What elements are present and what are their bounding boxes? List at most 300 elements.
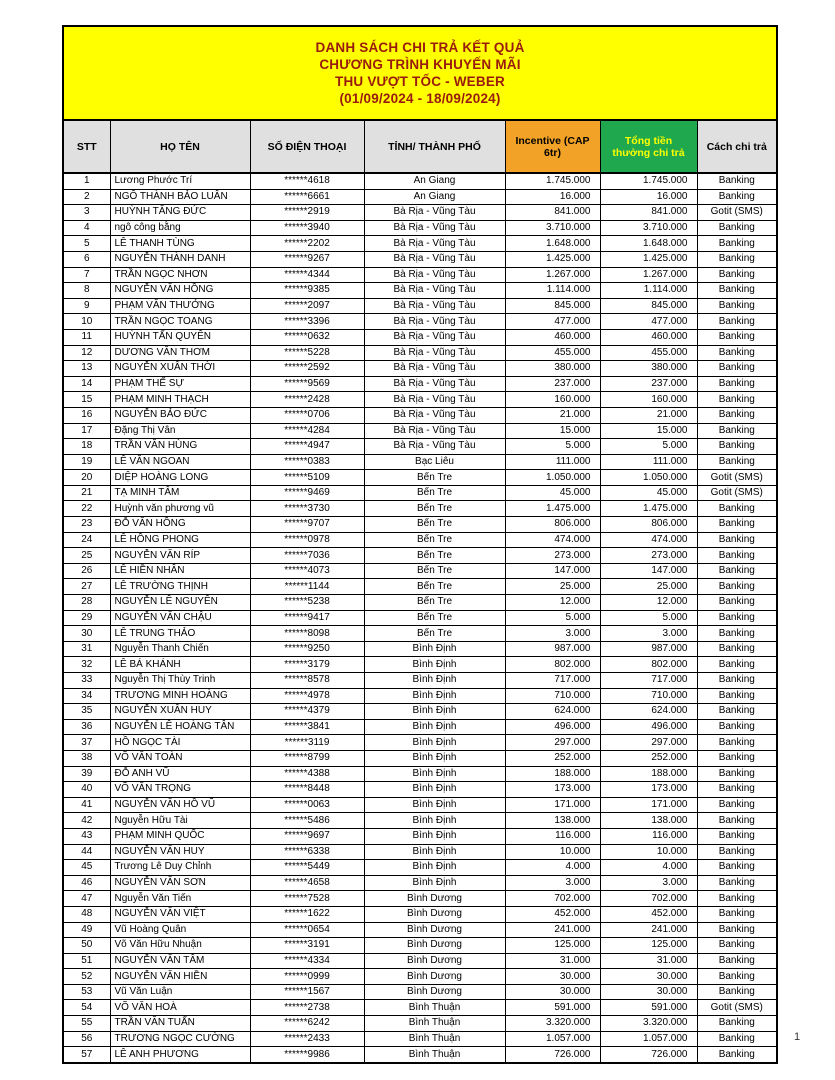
cell-incentive: 15.000: [505, 423, 600, 439]
cell-name: LÊ BÁ KHÁNH: [110, 657, 250, 673]
cell-province: Bình Định: [364, 875, 505, 891]
cell-name: NGUYỄN VĂN HỒNG: [110, 283, 250, 299]
cell-total: 21.000: [600, 407, 697, 423]
cell-province: Bình Định: [364, 657, 505, 673]
cell-name: NGUYỄN THÀNH DANH: [110, 251, 250, 267]
cell-stt: 28: [63, 595, 110, 611]
cell-total: 297.000: [600, 735, 697, 751]
cell-phone: ******7528: [250, 891, 364, 907]
cell-total: 5.000: [600, 610, 697, 626]
cell-total: 241.000: [600, 922, 697, 938]
cell-incentive: 380.000: [505, 361, 600, 377]
cell-stt: 4: [63, 220, 110, 236]
cell-method: Banking: [697, 329, 777, 345]
cell-method: Banking: [697, 236, 777, 252]
table-row: [63, 922, 777, 938]
cell-name: TẠ MINH TÂM: [110, 485, 250, 501]
cell-method: Banking: [697, 953, 777, 969]
cell-method: Banking: [697, 641, 777, 657]
cell-phone: ******5486: [250, 813, 364, 829]
cell-total: 173.000: [600, 782, 697, 798]
cell-method: Gotit (SMS): [697, 1000, 777, 1016]
cell-province: Bình Định: [364, 813, 505, 829]
cell-incentive: 717.000: [505, 673, 600, 689]
cell-name: Nguyễn Thanh Chiến: [110, 641, 250, 657]
table-row: [63, 844, 777, 860]
table-row: [63, 610, 777, 626]
cell-province: Bà Rịa - Vũng Tàu: [364, 267, 505, 283]
cell-phone: ******4978: [250, 688, 364, 704]
cell-incentive: 31.000: [505, 953, 600, 969]
cell-stt: 6: [63, 251, 110, 267]
cell-method: Banking: [697, 283, 777, 299]
cell-phone: ******5238: [250, 595, 364, 611]
cell-method: Banking: [697, 407, 777, 423]
cell-province: Bình Định: [364, 766, 505, 782]
cell-method: Banking: [697, 828, 777, 844]
table-row: [63, 797, 777, 813]
table-row: [63, 641, 777, 657]
cell-method: Gotit (SMS): [697, 470, 777, 486]
cell-province: Bình Định: [364, 641, 505, 657]
cell-name: NGUYỄN XUÂN HUY: [110, 704, 250, 720]
cell-province: Bà Rịa - Vũng Tàu: [364, 314, 505, 330]
report-title: [63, 26, 777, 120]
cell-stt: 46: [63, 875, 110, 891]
cell-incentive: 160.000: [505, 392, 600, 408]
cell-phone: ******8578: [250, 673, 364, 689]
cell-province: Bình Dương: [364, 938, 505, 954]
table-row: [63, 906, 777, 922]
cell-total: 147.000: [600, 563, 697, 579]
cell-method: Banking: [697, 719, 777, 735]
cell-total: 111.000: [600, 454, 697, 470]
table-row: [63, 485, 777, 501]
cell-province: Bến Tre: [364, 563, 505, 579]
cell-method: Banking: [697, 891, 777, 907]
cell-stt: 18: [63, 439, 110, 455]
column-header-name: HỌ TÊN: [110, 120, 250, 173]
cell-incentive: 1.475.000: [505, 501, 600, 517]
cell-phone: ******0978: [250, 532, 364, 548]
cell-province: Bình Định: [364, 782, 505, 798]
cell-incentive: 241.000: [505, 922, 600, 938]
cell-incentive: 12.000: [505, 595, 600, 611]
cell-total: 116.000: [600, 828, 697, 844]
cell-name: LÊ VĂN NGOAN: [110, 454, 250, 470]
cell-total: 380.000: [600, 361, 697, 377]
cell-method: Gotit (SMS): [697, 205, 777, 221]
cell-phone: ******4344: [250, 267, 364, 283]
cell-total: 3.000: [600, 626, 697, 642]
cell-stt: 11: [63, 329, 110, 345]
cell-phone: ******3841: [250, 719, 364, 735]
cell-name: NGÔ THÀNH BẢO LUÂN: [110, 189, 250, 205]
cell-incentive: 452.000: [505, 906, 600, 922]
table-row: [63, 1016, 777, 1032]
cell-name: NGUYỄN VĂN CHẬU: [110, 610, 250, 626]
cell-total: 138.000: [600, 813, 697, 829]
cell-phone: ******4658: [250, 875, 364, 891]
cell-stt: 15: [63, 392, 110, 408]
cell-phone: ******1567: [250, 984, 364, 1000]
cell-stt: 40: [63, 782, 110, 798]
cell-stt: 48: [63, 906, 110, 922]
cell-incentive: 802.000: [505, 657, 600, 673]
cell-stt: 35: [63, 704, 110, 720]
cell-incentive: 726.000: [505, 1047, 600, 1063]
cell-province: Bà Rịa - Vũng Tàu: [364, 236, 505, 252]
cell-province: Bến Tre: [364, 579, 505, 595]
cell-name: LÊ HỒNG PHONG: [110, 532, 250, 548]
cell-phone: ******2738: [250, 1000, 364, 1016]
cell-total: 710.000: [600, 688, 697, 704]
cell-total: 841.000: [600, 205, 697, 221]
column-header-incentive: Incentive (CAP 6tr): [505, 120, 600, 173]
cell-stt: 33: [63, 673, 110, 689]
cell-stt: 20: [63, 470, 110, 486]
payout-table: [62, 25, 778, 1064]
cell-province: An Giang: [364, 189, 505, 205]
cell-phone: ******8799: [250, 750, 364, 766]
cell-province: Bà Rịa - Vũng Tàu: [364, 298, 505, 314]
table-row: [63, 688, 777, 704]
cell-province: Bà Rịa - Vũng Tàu: [364, 329, 505, 345]
cell-phone: ******2097: [250, 298, 364, 314]
cell-stt: 39: [63, 766, 110, 782]
cell-total: 4.000: [600, 860, 697, 876]
cell-stt: 32: [63, 657, 110, 673]
cell-stt: 36: [63, 719, 110, 735]
cell-name: VÕ VĂN HOÀ: [110, 1000, 250, 1016]
cell-method: Banking: [697, 906, 777, 922]
cell-name: HỒ NGỌC TÀI: [110, 735, 250, 751]
cell-province: Bình Dương: [364, 891, 505, 907]
cell-total: 171.000: [600, 797, 697, 813]
cell-phone: ******4284: [250, 423, 364, 439]
cell-name: LÊ THANH TÙNG: [110, 236, 250, 252]
cell-phone: ******2202: [250, 236, 364, 252]
cell-province: Bình Thuận: [364, 1047, 505, 1063]
cell-stt: 53: [63, 984, 110, 1000]
cell-name: PHẠM MINH THẠCH: [110, 392, 250, 408]
cell-total: 726.000: [600, 1047, 697, 1063]
cell-province: Bình Dương: [364, 906, 505, 922]
cell-province: Bến Tre: [364, 501, 505, 517]
cell-stt: 56: [63, 1031, 110, 1047]
cell-phone: ******2433: [250, 1031, 364, 1047]
cell-method: Banking: [697, 875, 777, 891]
cell-incentive: 237.000: [505, 376, 600, 392]
cell-stt: 27: [63, 579, 110, 595]
cell-method: Banking: [697, 563, 777, 579]
cell-phone: ******5228: [250, 345, 364, 361]
cell-method: Banking: [697, 688, 777, 704]
cell-stt: 8: [63, 283, 110, 299]
cell-stt: 22: [63, 501, 110, 517]
cell-name: Nguyễn Thị Thùy Trinh: [110, 673, 250, 689]
cell-stt: 29: [63, 610, 110, 626]
cell-name: VÕ VĂN TRỌNG: [110, 782, 250, 798]
table-row: [63, 470, 777, 486]
table-row: [63, 298, 777, 314]
cell-method: Banking: [697, 579, 777, 595]
table-row: [63, 454, 777, 470]
cell-method: Banking: [697, 345, 777, 361]
cell-incentive: 5.000: [505, 610, 600, 626]
cell-province: Bến Tre: [364, 517, 505, 533]
cell-phone: ******2919: [250, 205, 364, 221]
cell-total: 252.000: [600, 750, 697, 766]
cell-incentive: 1.648.000: [505, 236, 600, 252]
cell-phone: ******4379: [250, 704, 364, 720]
cell-stt: 31: [63, 641, 110, 657]
report-title-line: THU VƯỢT TỐC - WEBER: [335, 74, 505, 89]
column-header-stt: STT: [63, 120, 110, 173]
cell-total: 624.000: [600, 704, 697, 720]
cell-incentive: 273.000: [505, 548, 600, 564]
cell-province: Bà Rịa - Vũng Tàu: [364, 407, 505, 423]
table-row: [63, 1047, 777, 1063]
cell-phone: ******4618: [250, 173, 364, 189]
report-title-line: DANH SÁCH CHI TRẢ KẾT QUẢ: [315, 40, 525, 55]
cell-name: NGUYỄN BẢO ĐỨC: [110, 407, 250, 423]
table-row: [63, 938, 777, 954]
cell-name: NGUYỄN VĂN HUY: [110, 844, 250, 860]
cell-method: Banking: [697, 860, 777, 876]
cell-incentive: 297.000: [505, 735, 600, 751]
cell-phone: ******2592: [250, 361, 364, 377]
cell-phone: ******9250: [250, 641, 364, 657]
cell-stt: 17: [63, 423, 110, 439]
cell-incentive: 3.000: [505, 875, 600, 891]
cell-name: NGUYỄN VĂN HIỀN: [110, 969, 250, 985]
cell-province: Bến Tre: [364, 532, 505, 548]
table-row: [63, 407, 777, 423]
table-row: [63, 173, 777, 189]
cell-name: TRƯƠNG NGỌC CƯỜNG: [110, 1031, 250, 1047]
cell-total: 802.000: [600, 657, 697, 673]
cell-incentive: 806.000: [505, 517, 600, 533]
cell-name: TRẦN VĂN TUẤN: [110, 1016, 250, 1032]
cell-total: 477.000: [600, 314, 697, 330]
cell-method: Gotit (SMS): [697, 485, 777, 501]
cell-name: Lương Phước Trí: [110, 173, 250, 189]
table-body: [63, 173, 777, 1063]
cell-stt: 49: [63, 922, 110, 938]
cell-incentive: 5.000: [505, 439, 600, 455]
cell-total: 5.000: [600, 439, 697, 455]
table-row: [63, 735, 777, 751]
table-row: [63, 766, 777, 782]
cell-stt: 26: [63, 563, 110, 579]
column-header-method: Cách chi trả: [697, 120, 777, 173]
cell-total: 1.057.000: [600, 1031, 697, 1047]
cell-province: Bà Rịa - Vũng Tàu: [364, 220, 505, 236]
cell-incentive: 125.000: [505, 938, 600, 954]
cell-total: 30.000: [600, 969, 697, 985]
cell-total: 474.000: [600, 532, 697, 548]
cell-total: 1.267.000: [600, 267, 697, 283]
cell-method: Banking: [697, 439, 777, 455]
cell-stt: 19: [63, 454, 110, 470]
cell-method: Banking: [697, 220, 777, 236]
column-header-total: Tổng tiền thưởng chi trả: [600, 120, 697, 173]
cell-method: Banking: [697, 766, 777, 782]
cell-total: 10.000: [600, 844, 697, 860]
cell-phone: ******1622: [250, 906, 364, 922]
cell-stt: 37: [63, 735, 110, 751]
table-row: [63, 423, 777, 439]
table-row: [63, 657, 777, 673]
cell-stt: 24: [63, 532, 110, 548]
cell-name: Võ Văn Hữu Nhuận: [110, 938, 250, 954]
cell-total: 16.000: [600, 189, 697, 205]
column-header-row: [63, 120, 777, 173]
cell-phone: ******6338: [250, 844, 364, 860]
cell-incentive: 3.320.000: [505, 1016, 600, 1032]
cell-total: 845.000: [600, 298, 697, 314]
cell-province: Bến Tre: [364, 548, 505, 564]
cell-stt: 3: [63, 205, 110, 221]
cell-name: TRẦN NGỌC TOANG: [110, 314, 250, 330]
cell-phone: ******5449: [250, 860, 364, 876]
cell-phone: ******9385: [250, 283, 364, 299]
cell-name: NGUYỄN VĂN SƠN: [110, 875, 250, 891]
table-row: [63, 548, 777, 564]
cell-stt: 9: [63, 298, 110, 314]
cell-total: 237.000: [600, 376, 697, 392]
cell-phone: ******3179: [250, 657, 364, 673]
cell-incentive: 30.000: [505, 984, 600, 1000]
cell-name: VÕ VĂN TOÀN: [110, 750, 250, 766]
table-row: [63, 891, 777, 907]
cell-stt: 38: [63, 750, 110, 766]
cell-method: Banking: [697, 423, 777, 439]
cell-name: HUỲNH TĂNG ĐỨC: [110, 205, 250, 221]
table-row: [63, 376, 777, 392]
cell-name: DƯƠNG VĂN THƠM: [110, 345, 250, 361]
table-row: [63, 501, 777, 517]
table-row: [63, 984, 777, 1000]
cell-incentive: 188.000: [505, 766, 600, 782]
cell-incentive: 25.000: [505, 579, 600, 595]
column-header-province: TỈNH/ THÀNH PHỐ: [364, 120, 505, 173]
cell-name: Nguyễn Văn Tiến: [110, 891, 250, 907]
cell-province: Bình Dương: [364, 953, 505, 969]
cell-province: Bình Định: [364, 860, 505, 876]
cell-name: Đặng Thị Vân: [110, 423, 250, 439]
cell-name: NGUYỄN VĂN TÂM: [110, 953, 250, 969]
cell-phone: ******4388: [250, 766, 364, 782]
table-row: [63, 563, 777, 579]
cell-name: Trương Lê Duy Chỉnh: [110, 860, 250, 876]
cell-name: Vũ Văn Luận: [110, 984, 250, 1000]
table-row: [63, 704, 777, 720]
cell-total: 455.000: [600, 345, 697, 361]
cell-stt: 50: [63, 938, 110, 954]
table-row: [63, 236, 777, 252]
cell-incentive: 138.000: [505, 813, 600, 829]
cell-total: 452.000: [600, 906, 697, 922]
cell-phone: ******9697: [250, 828, 364, 844]
cell-total: 31.000: [600, 953, 697, 969]
cell-stt: 5: [63, 236, 110, 252]
cell-total: 1.425.000: [600, 251, 697, 267]
cell-province: Bình Định: [364, 688, 505, 704]
cell-incentive: 477.000: [505, 314, 600, 330]
cell-method: Banking: [697, 595, 777, 611]
cell-province: Bình Định: [364, 750, 505, 766]
cell-phone: ******1144: [250, 579, 364, 595]
cell-phone: ******9569: [250, 376, 364, 392]
cell-incentive: 841.000: [505, 205, 600, 221]
cell-incentive: 1.050.000: [505, 470, 600, 486]
table-row: [63, 1000, 777, 1016]
cell-method: Banking: [697, 173, 777, 189]
cell-method: Banking: [697, 782, 777, 798]
table-row: [63, 953, 777, 969]
cell-name: PHẠM THẾ SỰ: [110, 376, 250, 392]
cell-method: Banking: [697, 548, 777, 564]
cell-name: TRƯƠNG MINH HOÀNG: [110, 688, 250, 704]
cell-incentive: 4.000: [505, 860, 600, 876]
cell-province: Bình Dương: [364, 969, 505, 985]
cell-province: Bến Tre: [364, 610, 505, 626]
cell-stt: 41: [63, 797, 110, 813]
cell-total: 496.000: [600, 719, 697, 735]
table-row: [63, 329, 777, 345]
table-row: [63, 251, 777, 267]
cell-total: 717.000: [600, 673, 697, 689]
cell-total: 1.745.000: [600, 173, 697, 189]
table-row: [63, 828, 777, 844]
cell-total: 1.648.000: [600, 236, 697, 252]
cell-phone: ******0654: [250, 922, 364, 938]
cell-method: Banking: [697, 626, 777, 642]
cell-incentive: 45.000: [505, 485, 600, 501]
cell-incentive: 116.000: [505, 828, 600, 844]
cell-name: PHẠM VĂN THƯỞNG: [110, 298, 250, 314]
cell-incentive: 21.000: [505, 407, 600, 423]
cell-stt: 21: [63, 485, 110, 501]
table-row: [63, 439, 777, 455]
cell-province: Bà Rịa - Vũng Tàu: [364, 251, 505, 267]
cell-stt: 57: [63, 1047, 110, 1063]
table-row: [63, 719, 777, 735]
cell-incentive: 3.710.000: [505, 220, 600, 236]
cell-incentive: 1.267.000: [505, 267, 600, 283]
cell-name: Vũ Hoàng Quân: [110, 922, 250, 938]
page-number: 1: [794, 1031, 801, 1043]
table-row: [63, 267, 777, 283]
cell-method: Banking: [697, 267, 777, 283]
cell-stt: 47: [63, 891, 110, 907]
cell-stt: 54: [63, 1000, 110, 1016]
cell-total: 987.000: [600, 641, 697, 657]
table-row: [63, 345, 777, 361]
cell-total: 160.000: [600, 392, 697, 408]
cell-phone: ******3940: [250, 220, 364, 236]
cell-method: Banking: [697, 704, 777, 720]
cell-method: Banking: [697, 984, 777, 1000]
cell-method: Banking: [697, 813, 777, 829]
cell-phone: ******5109: [250, 470, 364, 486]
cell-name: NGUYỄN LÊ HOÀNG TÂN: [110, 719, 250, 735]
cell-name: LÊ TRUNG THẢO: [110, 626, 250, 642]
cell-province: Bình Định: [364, 828, 505, 844]
table-row: [63, 361, 777, 377]
